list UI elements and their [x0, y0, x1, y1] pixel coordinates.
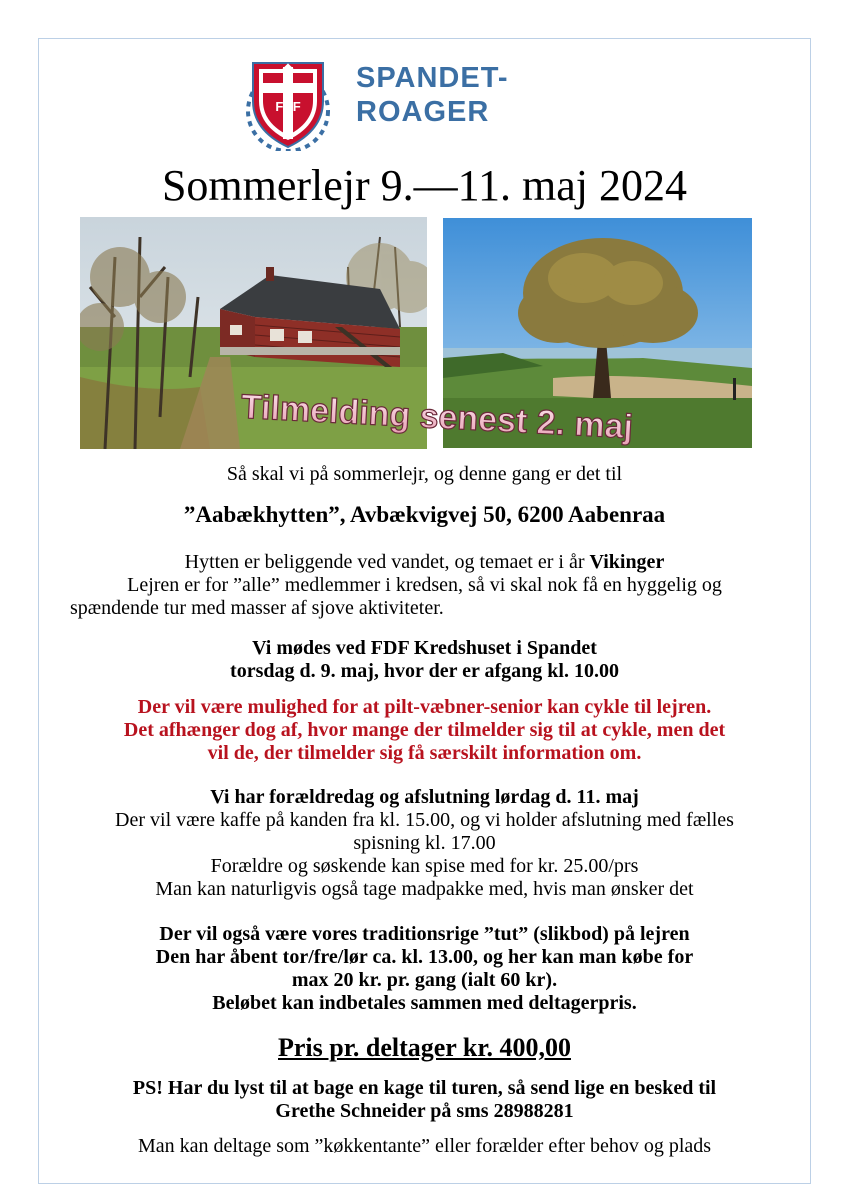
intro-text: Så skal vi på sommerlejr, og denne gang er det til — [226, 463, 623, 485]
cycling-line-2: Det afhænger dog af, hvor mange der tilmelder sig til at cykle, men det — [123, 719, 726, 741]
parents-line-2: spisning kl. 17.00 — [353, 832, 496, 854]
page-title: Sommerlejr 9.—11. maj 2024 — [161, 161, 688, 210]
price-text: Pris pr. deltager kr. 400,00 — [278, 1033, 571, 1062]
tut-line-4: Beløbet kan indbetales sammen med deltagerpris. — [212, 992, 637, 1014]
brand-line-1: SPANDET- — [356, 62, 509, 94]
tut-line-1: Der vil også være vores traditionsrige ”tut” (slikbod) på lejren — [159, 923, 690, 945]
cycling-notice — [0, 696, 849, 765]
parents-line-3: Forældre og søskende kan spise med for kr. 25.00/prs — [210, 855, 639, 877]
description-line-1: Hytten er beliggende ved vandet, og temaet er i år Vikinger — [184, 551, 665, 573]
footer-text: Man kan deltage som ”køkkentante” eller forælder efter behov og plads — [137, 1135, 712, 1157]
fdf-logo-icon — [243, 55, 333, 151]
parents-day-info — [0, 786, 849, 901]
cycling-line-1: Der vil være mulighed for at pilt-væbner-senior kan cykle til lejren. — [137, 696, 712, 718]
ps-note — [0, 1077, 849, 1123]
parents-line-1: Der vil være kaffe på kanden fra kl. 15.00, og vi holder afslutning med fælles — [115, 809, 734, 831]
parents-heading: Vi har forældredag og afslutning lørdag d. 11. maj — [210, 786, 639, 808]
ps-line-2: Grethe Schneider på sms 28988281 — [275, 1100, 574, 1122]
signup-deadline-banner — [207, 382, 667, 452]
tut-line-2: Den har åbent tor/fre/lør ca. kl. 13.00, og her kan man købe for — [155, 946, 694, 968]
tut-line-3: max 20 kr. pr. gang (ialt 60 kr). — [291, 969, 558, 991]
description-line-3: spændende tur med masser af sjove aktiviteter. — [70, 597, 444, 619]
tut-info — [0, 923, 849, 1015]
location-text: ”Aabækhytten”, Avbækvigvej 50, 6200 Aabenraa — [183, 502, 666, 527]
brand-line-2: ROAGER — [356, 96, 490, 128]
brand-name — [356, 61, 508, 129]
description-line-2: Lejren er for ”alle” medlemmer i kredsen, så vi skal nok få en hyggelig og — [127, 574, 722, 596]
meeting-line-1: Vi mødes ved FDF Kredshuset i Spandet — [252, 637, 597, 659]
meeting-line-2: torsdag d. 9. maj, hvor der er afgang kl. 10.00 — [230, 660, 619, 682]
parents-line-4: Man kan naturligvis også tage madpakke med, hvis man ønsker det — [155, 878, 694, 900]
cycling-line-3: vil de, der tilmelder sig få særskilt information om. — [207, 742, 642, 764]
ps-line-1: PS! Har du lyst til at bage en kage til turen, så send lige en besked til — [132, 1077, 717, 1099]
banner-text: Tilmelding senest 2. maj — [240, 387, 634, 447]
meeting-info — [0, 637, 849, 683]
description — [0, 551, 849, 620]
svg-text:FDF: FDF — [275, 99, 301, 114]
theme-text: Vikinger — [589, 551, 665, 573]
